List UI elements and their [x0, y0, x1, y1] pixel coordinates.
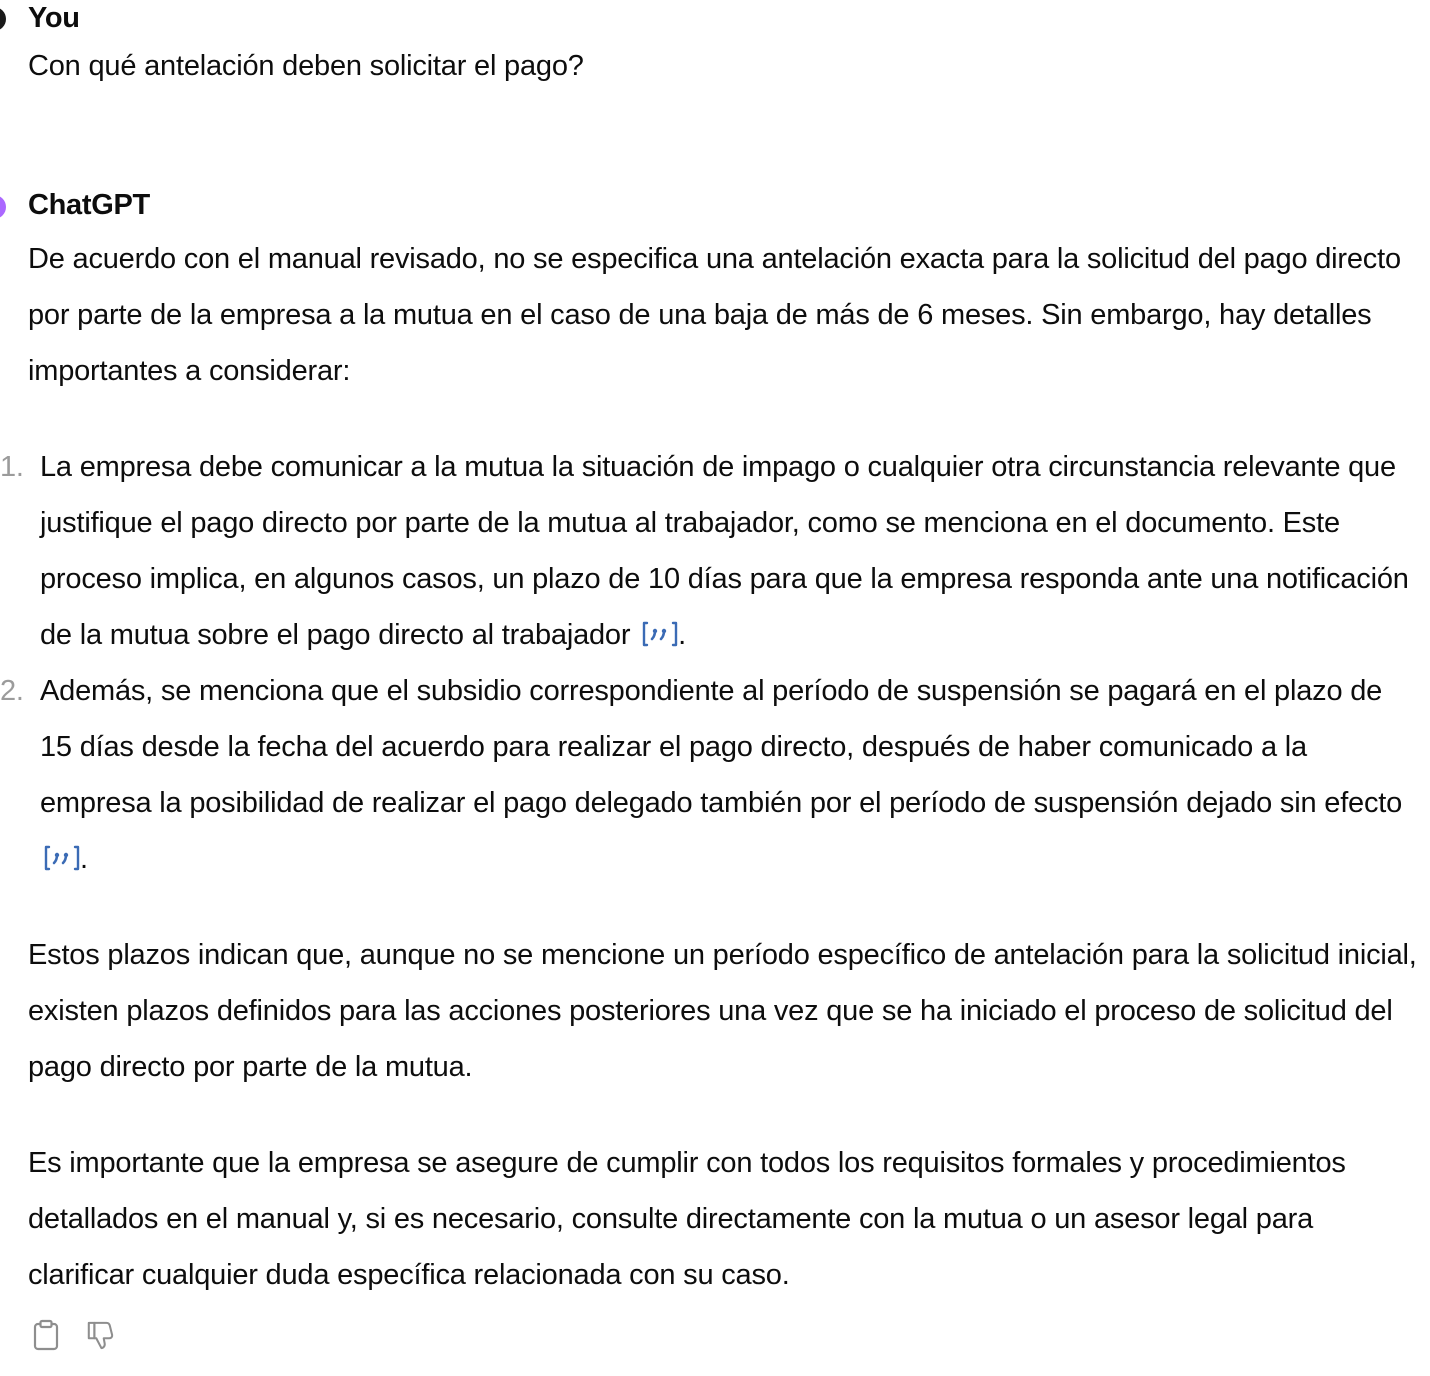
- list-item: [0, 663, 1420, 887]
- list-item-number: 1.: [0, 451, 24, 483]
- list-item-end: .: [80, 843, 88, 875]
- answer-paragraph-2: Estos plazos indican que, aunque no se mencione un período específico de antelación para la solicitud inicial, existen plazos definidos para las acciones posteriores una vez que se ha iniciado el proceso de solicitud del pago directo por parte de la mutua.: [28, 939, 1417, 1083]
- list-item: [0, 439, 1420, 663]
- user-message-text: Con qué antelación deben solicitar el pago?: [28, 50, 584, 82]
- list-item-number: 2.: [0, 675, 24, 707]
- clipboard-icon: [33, 1319, 59, 1351]
- user-author-name: You: [28, 2, 80, 34]
- thumbs-down-icon: [86, 1319, 114, 1351]
- quote-citation-icon[interactable]: [44, 845, 80, 871]
- user-avatar: [0, 7, 6, 31]
- assistant-avatar: [0, 195, 6, 219]
- copy-button[interactable]: [32, 1318, 60, 1352]
- list-item-text: La empresa debe comunicar a la mutua la situación de impago o cualquier otra circunstancia relevante que justifique el pago directo por parte de la mutua al trabajador, como se menciona en el documento. Este proceso implica, en algunos casos, un plazo de 10 días para que la empresa responda ante una notificación de la mutua sobre el pago directo al trabajador: [40, 451, 1409, 651]
- list-item-text: Además, se menciona que el subsidio correspondiente al período de suspensión se pagará en el plazo de 15 días desde la fecha del acuerdo para realizar el pago directo, después de haber comunicado a la empresa la posibilidad de realizar el pago delegado también por el período de suspensión dejado sin efecto: [40, 675, 1403, 819]
- assistant-author-name: ChatGPT: [28, 189, 150, 221]
- quote-citation-icon[interactable]: [642, 621, 678, 647]
- assistant-message-body: [0, 231, 1420, 1303]
- answer-paragraph-3: Es importante que la empresa se asegure de cumplir con todos los requisitos formales y procedimientos detallados en el manual y, si es necesario, consulte directamente con la mutua o un asesor legal para clarificar cualquier duda específica relacionada con su caso.: [28, 1147, 1346, 1291]
- thumbs-down-button[interactable]: [86, 1318, 114, 1352]
- message-actions: [32, 1318, 114, 1352]
- answer-intro-paragraph: De acuerdo con el manual revisado, no se especifica una antelación exacta para la solicitud del pago directo por parte de la empresa a la mutua en el caso de una baja de más de 6 meses. Sin embargo, hay detalles importantes a considerar:: [28, 243, 1401, 387]
- list-item-end: .: [678, 619, 687, 651]
- answer-list: [0, 439, 1420, 887]
